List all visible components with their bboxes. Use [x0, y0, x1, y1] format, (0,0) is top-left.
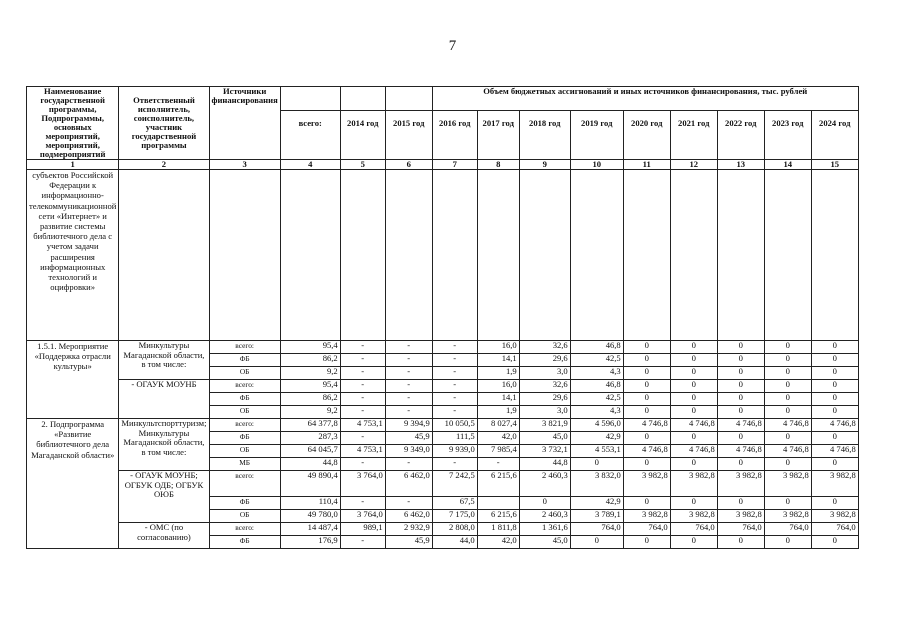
value-cell: 32,6	[519, 380, 570, 393]
column-number: 11	[623, 160, 670, 170]
value-cell: 764,0	[623, 523, 670, 536]
executor-cell	[119, 380, 209, 419]
column-number: 1	[27, 160, 119, 170]
value-cell: 9,2	[280, 367, 340, 380]
value-cell: 45,0	[519, 536, 570, 549]
value-cell: 0	[764, 341, 811, 354]
value-cell: 2 932,9	[385, 523, 432, 536]
value-cell: 45,9	[385, 536, 432, 549]
value-cell: -	[340, 497, 385, 510]
funding-source: ОБ	[209, 406, 280, 419]
value-cell: 0	[670, 380, 717, 393]
value-cell: 0	[764, 393, 811, 406]
value-cell: 16,0	[477, 341, 519, 354]
value-cell: 49 780,0	[280, 510, 340, 523]
value-cell: 3 764,0	[340, 471, 385, 497]
value-cell: -	[340, 458, 385, 471]
table-row	[27, 471, 859, 497]
value-cell: -	[432, 393, 477, 406]
value-cell: 3 982,8	[717, 471, 764, 497]
value-cell: 8 027,4	[477, 419, 519, 432]
value-cell: -	[477, 458, 519, 471]
value-cell: 3 982,8	[623, 510, 670, 523]
value-cell: -	[385, 406, 432, 419]
value-cell: 4 746,8	[764, 419, 811, 432]
value-cell: 29,6	[519, 354, 570, 367]
value-cell: 110,4	[280, 497, 340, 510]
value-cell: 0	[811, 393, 858, 406]
value-cell: 0	[623, 380, 670, 393]
value-cell: 0	[764, 497, 811, 510]
value-cell: 3 764,0	[340, 510, 385, 523]
funding-source: МБ	[209, 458, 280, 471]
value-cell: 45,0	[519, 432, 570, 445]
value-cell: 0	[717, 380, 764, 393]
value-cell: 45,9	[385, 432, 432, 445]
funding-source: всего:	[209, 523, 280, 536]
value-cell: 0	[811, 536, 858, 549]
column-number: 3	[209, 160, 280, 170]
value-cell: -	[340, 406, 385, 419]
value-cell: 0	[623, 432, 670, 445]
value-cell: -	[340, 354, 385, 367]
value-cell: 4 746,8	[811, 419, 858, 432]
value-cell: 9 349,0	[385, 445, 432, 458]
funding-source: ФБ	[209, 393, 280, 406]
value-cell: 0	[670, 432, 717, 445]
value-cell: 4 753,1	[340, 445, 385, 458]
value-cell: 3 982,8	[717, 510, 764, 523]
value-cell: 0	[670, 497, 717, 510]
value-cell: 4 596,0	[570, 419, 623, 432]
value-cell: 0	[764, 354, 811, 367]
header-year: 2020 год	[623, 111, 670, 160]
value-cell: 0	[670, 536, 717, 549]
header-year: 2019 год	[570, 111, 623, 160]
value-cell: 4,3	[570, 406, 623, 419]
value-cell: 0	[717, 432, 764, 445]
executor-name: - ОГАУК МОУНБ	[131, 379, 197, 389]
value-cell: -	[385, 354, 432, 367]
value-cell: 0	[811, 432, 858, 445]
value-cell: 1 361,6	[519, 523, 570, 536]
value-cell: 0	[519, 497, 570, 510]
value-cell: 0	[623, 536, 670, 549]
executor-cell	[119, 471, 209, 523]
executor-cell	[119, 523, 209, 549]
value-cell: 42,9	[570, 497, 623, 510]
value-cell: -	[432, 341, 477, 354]
value-cell: 86,2	[280, 393, 340, 406]
value-cell: 0	[717, 341, 764, 354]
value-cell: 3 789,1	[570, 510, 623, 523]
value-cell: 95,4	[280, 341, 340, 354]
value-cell: 42,0	[477, 432, 519, 445]
funding-source: всего:	[209, 380, 280, 393]
value-cell: 0	[811, 406, 858, 419]
value-cell: 0	[623, 367, 670, 380]
table-row	[27, 523, 859, 536]
value-cell: -	[340, 432, 385, 445]
value-cell: 287,3	[280, 432, 340, 445]
value-cell: 16,0	[477, 380, 519, 393]
value-cell: 0	[717, 367, 764, 380]
value-cell: 0	[623, 341, 670, 354]
value-cell: -	[385, 341, 432, 354]
header-year: 2018 год	[519, 111, 570, 160]
value-cell: 3 821,9	[519, 419, 570, 432]
value-cell: -	[340, 536, 385, 549]
value-cell: 3 982,8	[811, 471, 858, 497]
value-cell: 764,0	[811, 523, 858, 536]
value-cell: 4 746,8	[670, 445, 717, 458]
value-cell: -	[432, 354, 477, 367]
value-cell: 0	[717, 536, 764, 549]
column-number: 7	[432, 160, 477, 170]
program-name-cell	[27, 341, 119, 419]
value-cell: 7 175,0	[432, 510, 477, 523]
column-number: 8	[477, 160, 519, 170]
table-row	[27, 419, 859, 432]
value-cell: 0	[623, 406, 670, 419]
value-cell: 176,9	[280, 536, 340, 549]
header-executor: Ответственный исполнитель, соисполнитель, участник государственной программы	[119, 87, 209, 160]
header-source: Источники финансирования	[209, 87, 280, 160]
value-cell: 7 242,5	[432, 471, 477, 497]
value-cell: 989,1	[340, 523, 385, 536]
value-cell: -	[432, 380, 477, 393]
value-cell: -	[340, 393, 385, 406]
value-cell: -	[340, 367, 385, 380]
column-number: 4	[280, 160, 340, 170]
value-cell: 0	[811, 354, 858, 367]
budget-table	[26, 86, 859, 549]
column-number: 13	[717, 160, 764, 170]
value-cell: -	[340, 380, 385, 393]
value-cell: 14,1	[477, 393, 519, 406]
value-cell: 3 982,8	[764, 510, 811, 523]
column-number: 15	[811, 160, 858, 170]
value-cell: 1,9	[477, 406, 519, 419]
value-cell: 0	[811, 341, 858, 354]
funding-source: всего:	[209, 341, 280, 354]
column-number: 2	[119, 160, 209, 170]
value-cell: 46,8	[570, 380, 623, 393]
value-cell: 0	[670, 341, 717, 354]
value-cell: 2 808,0	[432, 523, 477, 536]
value-cell: 29,6	[519, 393, 570, 406]
value-cell: -	[340, 341, 385, 354]
value-cell: 44,0	[432, 536, 477, 549]
value-cell: 0	[764, 406, 811, 419]
funding-source: ФБ	[209, 536, 280, 549]
funding-source: ФБ	[209, 354, 280, 367]
header-year: 2024 год	[811, 111, 858, 160]
value-cell: 0	[764, 536, 811, 549]
executor-cell	[119, 419, 209, 471]
value-cell: 0	[670, 393, 717, 406]
value-cell: -	[385, 393, 432, 406]
value-cell: 4 746,8	[811, 445, 858, 458]
value-cell: 44,8	[519, 458, 570, 471]
header-year: 2015 год	[385, 111, 432, 160]
value-cell: 9,2	[280, 406, 340, 419]
value-cell: 3 732,1	[519, 445, 570, 458]
value-cell: 0	[623, 354, 670, 367]
header-year: 2016 год	[432, 111, 477, 160]
value-cell: 2 460,3	[519, 471, 570, 497]
value-cell: 0	[670, 367, 717, 380]
value-cell: 3 982,8	[670, 471, 717, 497]
value-cell: 1,9	[477, 367, 519, 380]
value-cell: 0	[717, 497, 764, 510]
executor-name: - ОГАУК МОУНБ; ОГБУК ОДБ; ОГБУК ОЮБ	[124, 470, 204, 500]
executor-name: Минкультуры Магаданской области, в том числе:	[123, 340, 205, 370]
value-cell: -	[385, 497, 432, 510]
value-cell: 0	[670, 354, 717, 367]
value-cell: 0	[670, 406, 717, 419]
value-cell: 0	[764, 432, 811, 445]
value-cell: 6 215,6	[477, 471, 519, 497]
value-cell: 0	[623, 497, 670, 510]
value-cell: 42,9	[570, 432, 623, 445]
value-cell: 0	[764, 458, 811, 471]
executor-cell	[119, 341, 209, 380]
value-cell: 2 460,3	[519, 510, 570, 523]
value-cell: 4 746,8	[764, 445, 811, 458]
header-name: Наименование государственной программы, Подпрограммы, основных мероприятий, мероприятий, подмероприятий	[27, 87, 119, 160]
funding-source: ОБ	[209, 510, 280, 523]
column-number: 9	[519, 160, 570, 170]
column-number: 5	[340, 160, 385, 170]
value-cell: 4,3	[570, 367, 623, 380]
value-cell: 44,8	[280, 458, 340, 471]
value-cell: 0	[764, 380, 811, 393]
value-cell: 32,6	[519, 341, 570, 354]
value-cell: 0	[623, 393, 670, 406]
program-name: 2. Подпрограмма «Развитие библиотечного дела Магаданской области»	[31, 419, 115, 460]
value-cell: 764,0	[570, 523, 623, 536]
value-cell: 49 890,4	[280, 471, 340, 497]
value-cell: 764,0	[670, 523, 717, 536]
value-cell: 764,0	[717, 523, 764, 536]
value-cell: 6 215,6	[477, 510, 519, 523]
value-cell: 3 982,8	[811, 510, 858, 523]
value-cell: 3 832,0	[570, 471, 623, 497]
value-cell: 0	[811, 367, 858, 380]
value-cell: 0	[811, 380, 858, 393]
value-cell: 0	[570, 458, 623, 471]
continuation-cell	[27, 170, 119, 341]
value-cell: 6 462,0	[385, 471, 432, 497]
column-number: 10	[570, 160, 623, 170]
value-cell: -	[432, 458, 477, 471]
program-name-cell	[27, 419, 119, 549]
header-year: 2022 год	[717, 111, 764, 160]
value-cell: 0	[717, 406, 764, 419]
value-cell: 4 746,8	[670, 419, 717, 432]
value-cell: 10 050,5	[432, 419, 477, 432]
value-cell: 14 487,4	[280, 523, 340, 536]
value-cell: 0	[811, 497, 858, 510]
table-row	[27, 341, 859, 354]
value-cell: 4 746,8	[717, 419, 764, 432]
program-name: 1.5.1. Мероприятие «Поддержка отрасли культуры»	[34, 341, 111, 372]
funding-source: ФБ	[209, 497, 280, 510]
value-cell: 6 462,0	[385, 510, 432, 523]
value-cell: 0	[570, 536, 623, 549]
value-cell: 42,5	[570, 393, 623, 406]
value-cell: 14,1	[477, 354, 519, 367]
executor-name: Минкультспорттуризм; Минкультуры Магаданской области, в том числе:	[121, 418, 207, 457]
header-year: 2023 год	[764, 111, 811, 160]
funding-source: всего:	[209, 419, 280, 432]
column-number: 12	[670, 160, 717, 170]
value-cell: -	[385, 367, 432, 380]
value-cell: 0	[670, 458, 717, 471]
value-cell: 46,8	[570, 341, 623, 354]
value-cell: 7 985,4	[477, 445, 519, 458]
value-cell: 4 553,1	[570, 445, 623, 458]
header-year: 2014 год	[340, 111, 385, 160]
header-total: всего:	[280, 111, 340, 160]
value-cell: 764,0	[764, 523, 811, 536]
value-cell: 95,4	[280, 380, 340, 393]
value-cell: -	[432, 367, 477, 380]
value-cell: 0	[623, 458, 670, 471]
value-cell: -	[385, 458, 432, 471]
value-cell: 3 982,8	[670, 510, 717, 523]
value-cell: 1 811,8	[477, 523, 519, 536]
value-cell: -	[432, 406, 477, 419]
value-cell: 0	[717, 393, 764, 406]
value-cell: 3 982,8	[764, 471, 811, 497]
value-cell: 0	[717, 354, 764, 367]
value-cell: 4 746,8	[717, 445, 764, 458]
value-cell: 4 746,8	[623, 419, 670, 432]
continuation-text: субъектов Российской Федерации к информационно-телекоммуникационной сети «Интернет» и развитие системы библиотечного дела с учетом задачи расширения информационных технологий и оцифровки»	[29, 170, 117, 293]
value-cell: 9 939,0	[432, 445, 477, 458]
value-cell: 64 045,7	[280, 445, 340, 458]
value-cell: 9 394,9	[385, 419, 432, 432]
value-cell: 67,5	[432, 497, 477, 510]
value-cell: 86,2	[280, 354, 340, 367]
header-year: 2017 год	[477, 111, 519, 160]
funding-source: ОБ	[209, 445, 280, 458]
executor-name: - ОМС (по согласованию)	[137, 522, 191, 542]
value-cell: -	[385, 380, 432, 393]
value-cell: 111,5	[432, 432, 477, 445]
value-cell: 42,5	[570, 354, 623, 367]
funding-source: ФБ	[209, 432, 280, 445]
column-number: 6	[385, 160, 432, 170]
funding-source: ОБ	[209, 367, 280, 380]
value-cell: 4 746,8	[623, 445, 670, 458]
value-cell: 0	[717, 458, 764, 471]
header-volume: Объем бюджетных ассигнований и иных источников финансирования, тыс. рублей	[432, 87, 858, 111]
value-cell: 0	[764, 367, 811, 380]
value-cell: 0	[811, 458, 858, 471]
header-year: 2021 год	[670, 111, 717, 160]
value-cell: 42,0	[477, 536, 519, 549]
value-cell: 3 982,8	[623, 471, 670, 497]
value-cell: 64 377,8	[280, 419, 340, 432]
value-cell	[477, 497, 519, 510]
funding-source: всего:	[209, 471, 280, 497]
table-row	[27, 380, 859, 393]
page-number: 7	[448, 38, 457, 54]
column-number: 14	[764, 160, 811, 170]
value-cell: 3,0	[519, 406, 570, 419]
value-cell: 4 753,1	[340, 419, 385, 432]
value-cell: 3,0	[519, 367, 570, 380]
